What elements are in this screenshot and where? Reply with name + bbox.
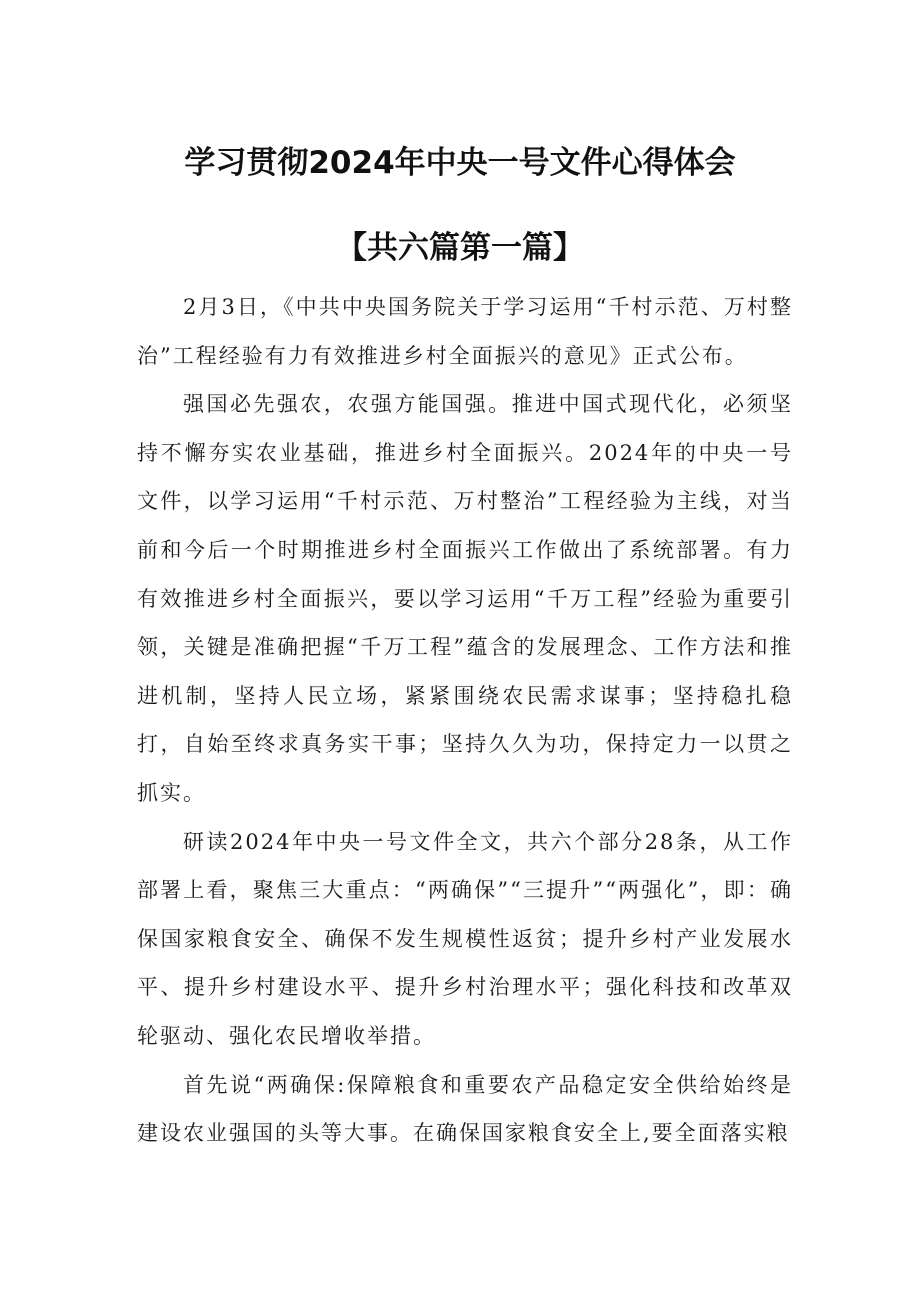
paragraph: 首先说“两确保:保障粮食和重要农产品稳定安全供给始终是建设农业强国的头等大事。在确保国家粮食安全上,要全面落实粮 xyxy=(137,1072,793,1146)
document-subtitle: 【共六篇第一篇】 xyxy=(336,230,584,266)
paragraph: 强国必先强农，农强方能国强。推进中国式现代化，必须坚持不懈夯实农业基础，推进乡村全面振兴。2024年的中央一号文件，以学习运用“千村示范、万村整治”工程经验为主线，对当前和今后一个时期推进乡村全面振兴工作做出了系统部署。有力有效推进乡村全面振兴，要以学习运用“千万工程”经验为重要引领，关键是准确把握“千万工程”蕴含的发展理念、工作方法和推进机制，坚持人民立场，紧紧围绕农民需求谋事；坚持稳扎稳打，自始至终求真务实干事；坚持久久为功，保持定力一以贯之抓实。 xyxy=(137,392,793,805)
document-title: 学习贯彻2024年中央一号文件心得体会 xyxy=(184,145,736,181)
paragraph: 研读2024年中央一号文件全文，共六个部分28条，从工作部署上看，聚焦三大重点：“两确保”“三提升”“两强化”，即：确保国家粮食安全、确保不发生规模性返贫；提升乡村产业发展水平、提升乡村建设水平、提升乡村治理水平；强化科技和改革双轮驱动、强化农民增收举措。 xyxy=(137,829,793,1048)
paragraph: 2月3日，《中共中央国务院关于学习运用“千村示范、万村整治”工程经验有力有效推进乡村全面振兴的意见》正式公布。 xyxy=(137,295,793,368)
document-body xyxy=(137,283,793,1158)
